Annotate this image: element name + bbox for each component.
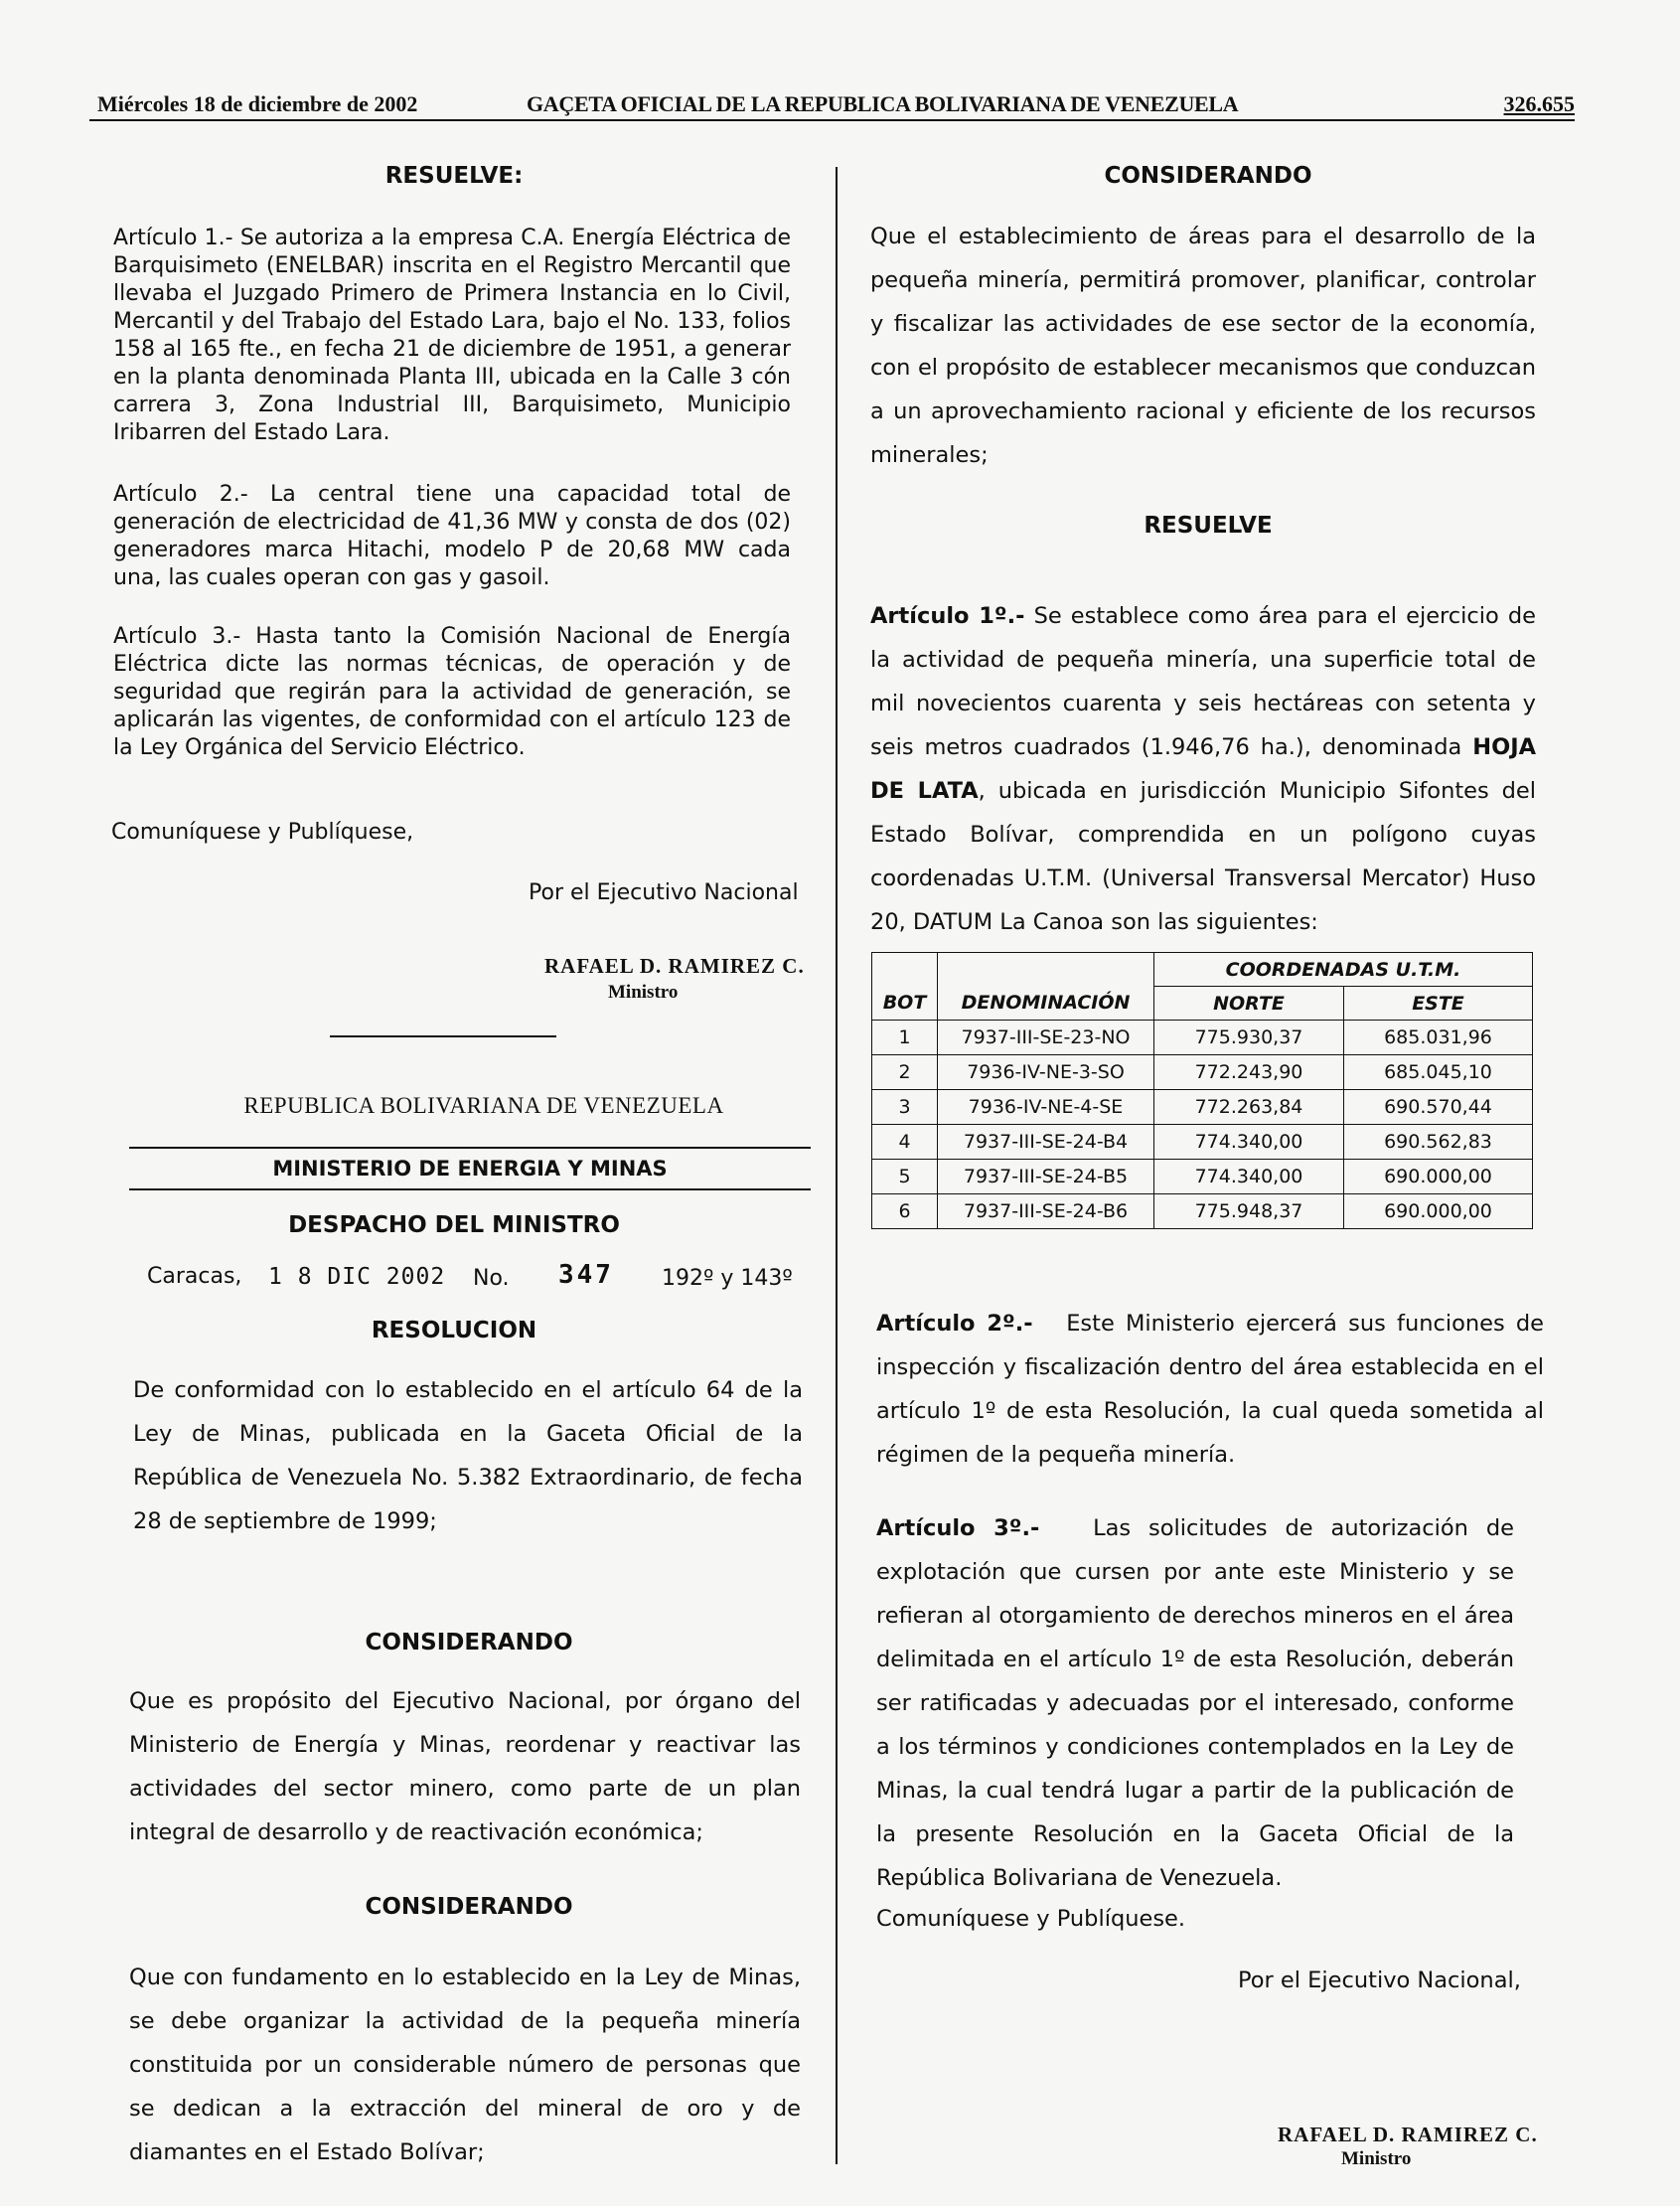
coordinates-table	[871, 952, 1533, 1229]
republica-heading: REPUBLICA BOLIVARIANA DE VENEZUELA	[243, 1093, 724, 1118]
table-cell: 7937-III-SE-24-B4	[938, 1125, 1154, 1160]
right-article-1-text-b: , ubicada en jurisdicción Municipio Sifontes del Estado Bolívar, comprendida en un polígono cuyas coordenadas U.T.M. (Universal Transversal Mercator) Huso 20, DATUM La Canoa son las siguientes:	[870, 778, 1536, 935]
table-cell: 3	[872, 1090, 938, 1125]
table-cell: 7937-III-SE-24-B5	[938, 1160, 1154, 1194]
table-cell: 775.948,37	[1154, 1194, 1344, 1229]
left-resuelve-heading: RESUELVE:	[384, 163, 524, 189]
table-cell: 2	[872, 1055, 938, 1090]
col-header-norte: NORTE	[1154, 987, 1344, 1021]
table-row	[872, 1021, 1533, 1055]
ministerio-heading: MINISTERIO DE ENERGIA Y MINAS	[272, 1157, 668, 1181]
table-row	[872, 1194, 1533, 1229]
header-page-number: 326.655	[1503, 91, 1575, 116]
right-article-2-label: Artículo 2º.-	[876, 1311, 1033, 1337]
left-signer-name: RAFAEL D. RAMIREZ C.	[544, 954, 805, 978]
table-cell: 772.243,90	[1154, 1055, 1344, 1090]
right-article-3-label: Artículo 3º.-	[876, 1515, 1040, 1541]
table-cell: 690.562,83	[1344, 1125, 1533, 1160]
coordinates-table-wrapper	[871, 952, 1533, 1229]
right-article-1-label: Artículo 1º.-	[870, 603, 1025, 629]
table-cell: 774.340,00	[1154, 1125, 1344, 1160]
col-header-coordenadas: COORDENADAS U.T.M.	[1154, 953, 1533, 987]
considerando-3-text: Que el establecimiento de áreas para el desarrollo de la pequeña minería, permitirá promover, planificar, controlar y fiscalizar las actividades de ese sector de la economía, con el propósito de establecer mecanismos que conduzcan a un aprovechamiento racional y eficiente de los recursos minerales;	[870, 224, 1536, 468]
page-header	[89, 91, 1575, 121]
header-date: Miércoles 18 de diciembre de 2002	[97, 91, 418, 116]
left-comuniquese: Comuníquese y Publíquese,	[111, 820, 414, 845]
right-por-el-ejecutivo: Por el Ejecutivo Nacional,	[1238, 1968, 1521, 1993]
caracas-label: Caracas,	[147, 1264, 242, 1289]
right-article-1-text-a: Se establece como área para el ejercicio de la actividad de pequeña minería, una superficie total de mil novecientos cuarenta y seis hectáreas con setenta y seis metros cuadrados (1.946,76 ha.), denominada	[870, 603, 1536, 760]
area-name: HOJA DE LATA	[870, 734, 1537, 804]
considerando-3-heading: CONSIDERANDO	[1104, 163, 1312, 189]
table-cell: 685.031,96	[1344, 1021, 1533, 1055]
column-divider	[836, 167, 838, 2164]
table-cell: 6	[872, 1194, 938, 1229]
left-article-2: Artículo 2.- La central tiene una capacidad total de generación de electricidad de 41,36 MW y consta de dos (02) generadores marca Hitachi, modelo P de 20,68 MW cada una, las cuales operan con gas y gasoil.	[113, 482, 791, 590]
col-header-este: ESTE	[1344, 987, 1533, 1021]
right-resuelve-heading: RESUELVE	[1144, 513, 1273, 539]
table-cell: 690.000,00	[1344, 1194, 1533, 1229]
right-article-3	[876, 1506, 1514, 1900]
table-cell: 685.045,10	[1344, 1055, 1533, 1090]
resolution-years: 192º y 143º	[662, 1266, 793, 1291]
right-article-2-text: Este Ministerio ejercerá sus funciones de inspección y fiscalización dentro del área establecida en el artículo 1º de esta Resolución, la cual queda sometida al régimen de la pequeña minería.	[876, 1311, 1544, 1468]
right-article-2	[876, 1302, 1544, 1477]
header-title: GAÇETA OFICIAL DE LA REPUBLICA BOLIVARIANA DE VENEZUELA	[527, 91, 1239, 116]
table-cell: 7937-III-SE-23-NO	[938, 1021, 1154, 1055]
ministerio-rule-bottom	[129, 1188, 811, 1190]
table-cell: 7937-III-SE-24-B6	[938, 1194, 1154, 1229]
table-cell: 690.000,00	[1344, 1160, 1533, 1194]
right-article-3-text: Las solicitudes de autorización de explotación que cursen por ante este Ministerio y se refieran al otorgamiento de derechos mineros en el área delimitada en el artículo 1º de esta Resolución, deberán ser ratificadas y adecuadas por el interesado, conforme a los términos y condiciones contemplados en la Ley de Minas, la cual tendrá lugar a partir de la publicación de la presente Resolución en la Gaceta Oficial de la República Bolivariana de Venezuela.	[876, 1515, 1514, 1891]
resolution-no-label: No.	[473, 1266, 510, 1291]
left-article-3: Artículo 3.- Hasta tanto la Comisión Nacional de Energía Eléctrica dicte las normas técnicas, de operación y de seguridad que regirán para la actividad de generación, se aplicarán las vigentes, de conformidad con el artículo 123 de la Ley Orgánica del Servicio Eléctrico.	[113, 624, 791, 760]
left-article-1: Artículo 1.- Se autoriza a la empresa C.A. Energía Eléctrica de Barquisimeto (ENELBAR) inscrita en el Registro Mercantil que llevaba el Juzgado Primero de Primera Instancia en lo Civil, Mercantil y del Trabajo del Estado Lara, bajo el No. 133, folios 158 al 165 fte., en fecha 21 de diciembre de 1951, a generar en la planta denominada Planta III, ubicada en la Calle 3 cón carrera 3, Zona Industrial III, Barquisimeto, Municipio Iribarren del Estado Lara.	[113, 226, 791, 445]
considerando-1-heading: CONSIDERANDO	[365, 1630, 573, 1655]
right-signer-name: RAFAEL D. RAMIREZ C.	[1278, 2123, 1538, 2146]
left-signer-role: Ministro	[608, 982, 679, 1003]
col-header-denominacion: DENOMINACIÓN	[938, 953, 1154, 1021]
table-cell: 4	[872, 1125, 938, 1160]
left-por-el-ejecutivo: Por el Ejecutivo Nacional	[529, 880, 799, 905]
table-cell: 772.263,84	[1154, 1090, 1344, 1125]
table-cell: 7936-IV-NE-4-SE	[938, 1090, 1154, 1125]
ministerio-rule-top	[129, 1147, 811, 1149]
resolution-number: 347	[558, 1260, 614, 1290]
considerando-2-text: Que con fundamento en lo establecido en la Ley de Minas, se debe organizar la actividad de la pequeña minería constituida por un considerable número de personas que se dedican a la extracción del mineral de oro y de diamantes en el Estado Bolívar;	[129, 1965, 801, 2165]
table-cell: 7936-IV-NE-3-SO	[938, 1055, 1154, 1090]
table-cell: 1	[872, 1021, 938, 1055]
right-signer-role: Ministro	[1341, 2148, 1412, 2169]
table-cell: 775.930,37	[1154, 1021, 1344, 1055]
stamp-date: 1 8 DIC 2002	[268, 1264, 446, 1290]
table-row	[872, 1125, 1533, 1160]
col-header-bot: BOT	[872, 953, 938, 1021]
table-row	[872, 1055, 1533, 1090]
right-article-1	[870, 594, 1536, 944]
table-row	[872, 1090, 1533, 1125]
resolution-intro: De conformidad con lo establecido en el artículo 64 de la Ley de Minas, publicada en la Gaceta Oficial de la República de Venezuela No. 5.382 Extraordinario, de fecha 28 de septiembre de 1999;	[133, 1377, 803, 1534]
table-cell: 774.340,00	[1154, 1160, 1344, 1194]
considerando-1-text: Que es propósito del Ejecutivo Nacional, por órgano del Ministerio de Energía y Minas, reordenar y reactivar las actividades del sector minero, como parte de un plan integral de desarrollo y de reactivación económica;	[129, 1688, 801, 1845]
right-comuniquese: Comuníquese y Publíquese.	[876, 1906, 1186, 1932]
resolucion-heading: RESOLUCION	[371, 1318, 537, 1343]
despacho-heading: DESPACHO DEL MINISTRO	[288, 1212, 620, 1238]
table-cell: 5	[872, 1160, 938, 1194]
considerando-2-heading: CONSIDERANDO	[365, 1894, 573, 1920]
separator-rule	[330, 1035, 556, 1037]
table-row	[872, 1160, 1533, 1194]
table-cell: 690.570,44	[1344, 1090, 1533, 1125]
